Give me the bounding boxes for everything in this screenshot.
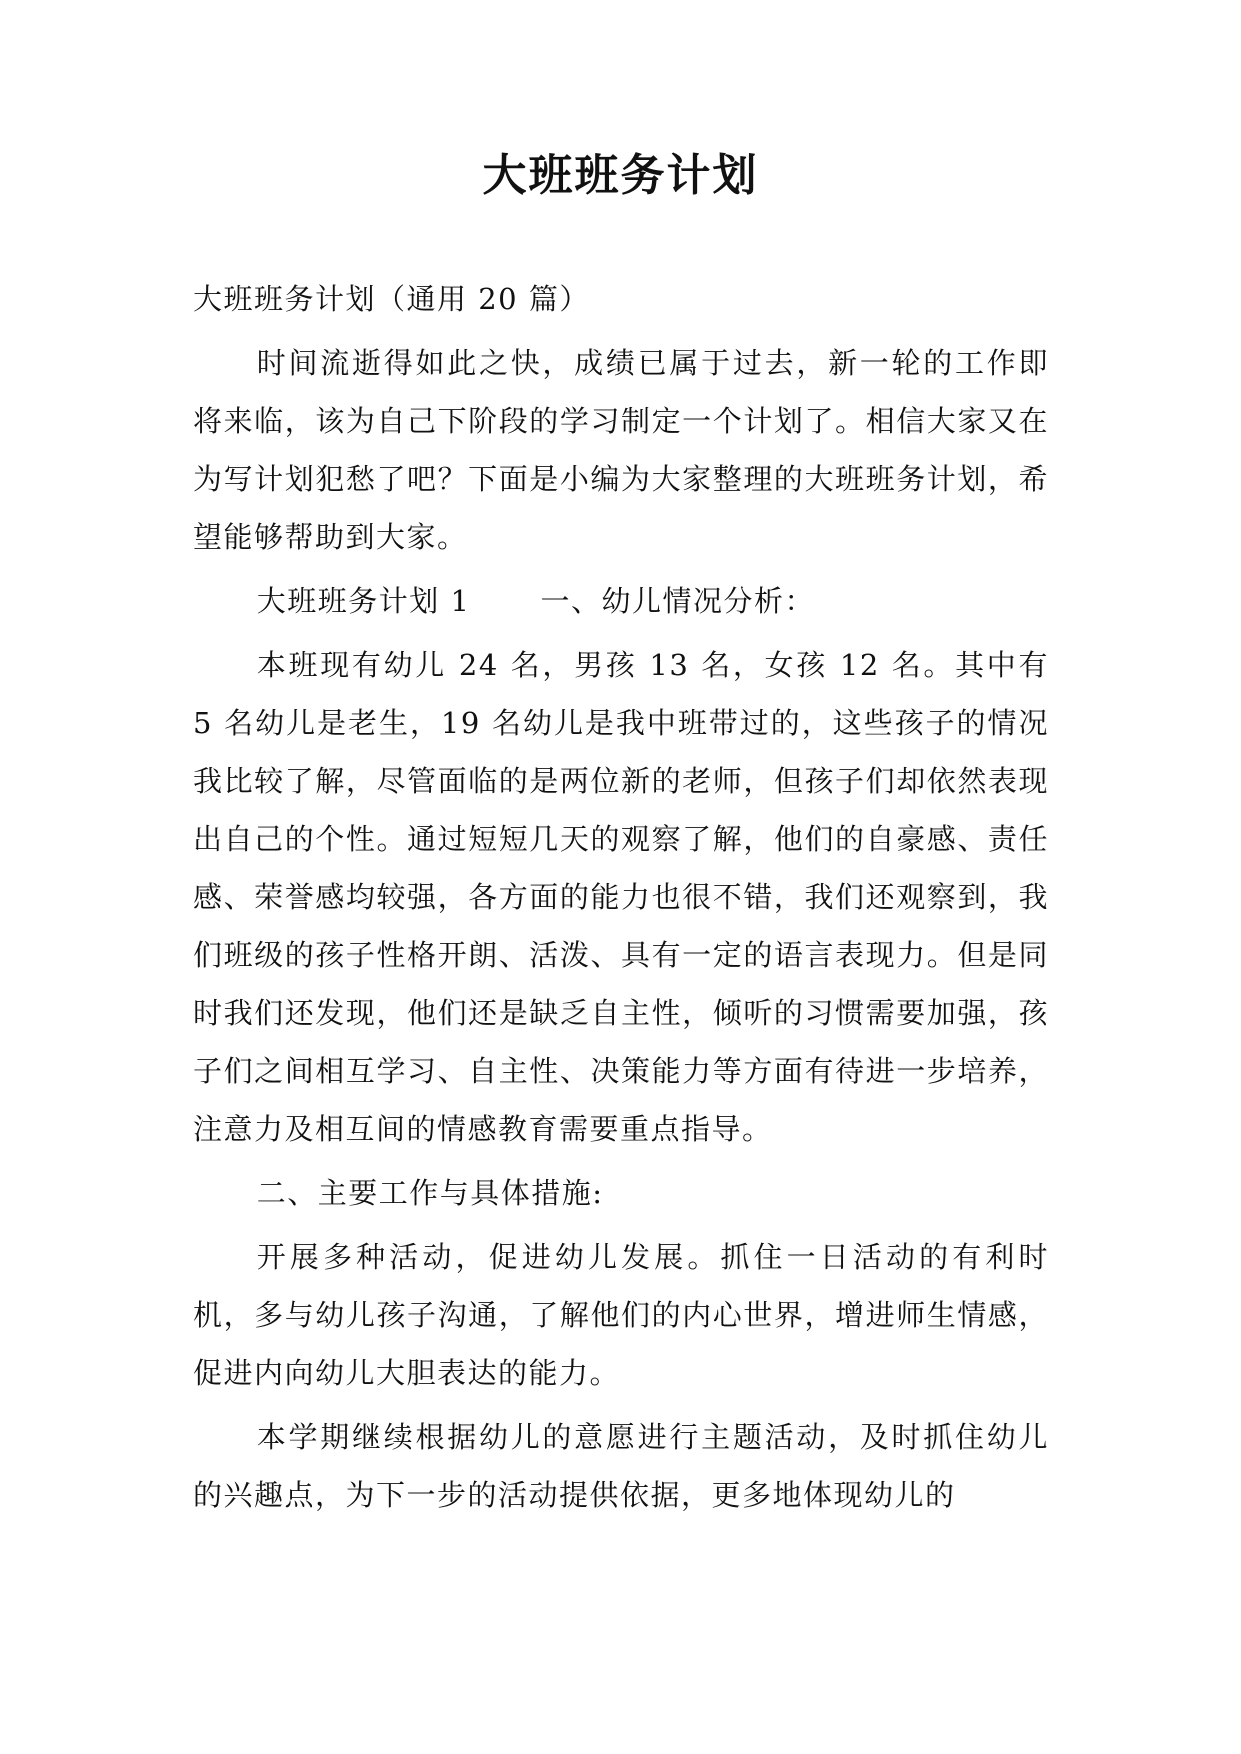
section-1-heading: 一、幼儿情况分析： bbox=[540, 584, 815, 618]
document-subtitle: 大班班务计划（通用 20 篇） bbox=[193, 282, 590, 316]
measure-1-paragraph: 开展多种活动，促进幼儿发展。抓住一日活动的有利时机，多与幼儿孩子沟通，了解他们的内心世界，增进师生情感，促进内向幼儿大胆表达的能力。 bbox=[193, 1240, 1049, 1390]
section-1-label: 大班班务计划 1 bbox=[256, 584, 471, 618]
document-title: 大班班务计划 bbox=[482, 150, 759, 201]
section-1-heading-line bbox=[193, 572, 1049, 630]
analysis-paragraph: 本班现有幼儿 24 名，男孩 13 名，女孩 12 名。其中有 5 名幼儿是老生，19 名幼儿是我中班带过的，这些孩子的情况我比较了解，尽管面临的是两位新的老师，但孩子们却依然表现出自己的个性。通过短短几天的观察了解，他们的自豪感、责任感、荣誉感均较强，各方面的能力也很不错，我们还观察到，我们班级的孩子性格开朗、活泼、具有一定的语言表现力。但是同时我们还发现，他们还是缺乏自主性，倾听的习惯需要加强，孩子们之间相互学习、自主性、决策能力等方面有待进一步培养，注意力及相互间的情感教育需要重点指导。 bbox=[193, 648, 1049, 1146]
intro-paragraph: 时间流逝得如此之快，成绩已属于过去，新一轮的工作即将来临，该为自己下阶段的学习制定一个计划了。相信大家又在为写计划犯愁了吧？下面是小编为大家整理的大班班务计划，希望能够帮助到大家。 bbox=[193, 346, 1049, 554]
section-2-heading: 二、主要工作与具体措施: bbox=[256, 1176, 604, 1210]
measure-2-paragraph: 本学期继续根据幼儿的意愿进行主题活动，及时抓住幼儿的兴趣点，为下一步的活动提供依据，更多地体现幼儿的 bbox=[193, 1420, 1049, 1512]
document-body bbox=[193, 270, 1049, 1530]
